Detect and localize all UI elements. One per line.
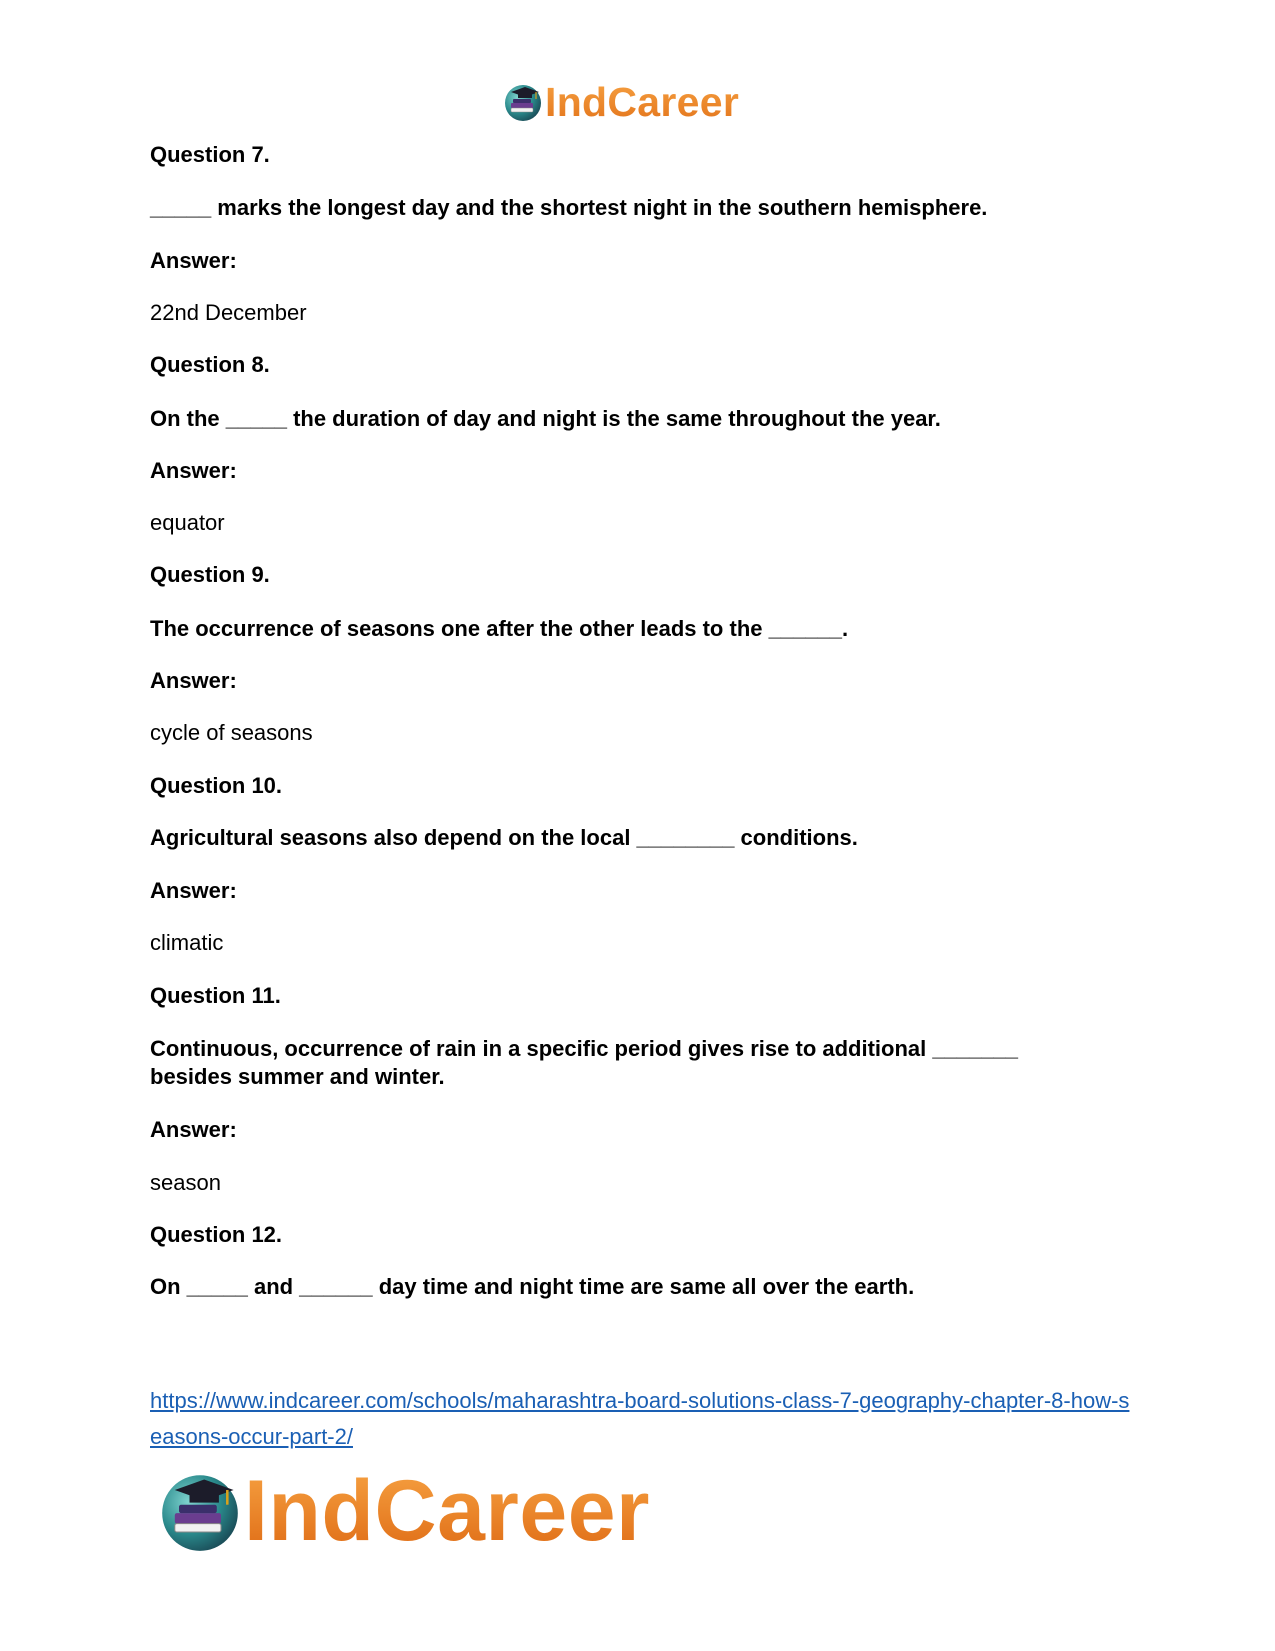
answer-text: season <box>150 1170 221 1195</box>
question-text: Continuous, occurrence of rain in a specific period gives rise to additional _______ <box>150 1036 1019 1061</box>
question-label: Question 10. <box>150 773 283 798</box>
answer-label: Answer: <box>150 1117 237 1142</box>
answer-label: Answer: <box>150 248 237 273</box>
answer-label: Answer: <box>150 458 237 483</box>
answer-text: equator <box>150 510 225 535</box>
question-label: Question 8. <box>150 352 270 377</box>
answer-text: cycle of seasons <box>150 720 313 745</box>
question-text: besides summer and winter. <box>150 1064 445 1089</box>
question-label: Question 7. <box>150 142 270 167</box>
question-label: Question 9. <box>150 562 270 587</box>
answer-text: 22nd December <box>150 300 307 325</box>
question-text: On the _____ the duration of day and night is the same throughout the year. <box>150 406 941 431</box>
question-label: Question 12. <box>150 1222 283 1247</box>
question-label: Question 11. <box>150 983 281 1008</box>
globe-book-icon <box>503 82 543 122</box>
answer-label: Answer: <box>150 878 237 903</box>
header-logo-text: IndCareer <box>545 79 740 125</box>
header-logo <box>503 78 739 126</box>
answer-label: Answer: <box>150 668 237 693</box>
footer-logo-text: IndCareer <box>244 1463 650 1559</box>
question-text: On _____ and ______ day time and night time are same all over the earth. <box>150 1274 915 1299</box>
answer-text: climatic <box>150 930 224 955</box>
question-text: The occurrence of seasons one after the other leads to the ______. <box>150 616 849 641</box>
question-text: _____ marks the longest day and the shortest night in the southern hemisphere. <box>150 195 988 220</box>
question-text: Agricultural seasons also depend on the local ________ conditions. <box>150 825 858 850</box>
source-link[interactable]: https://www.indcareer.com/schools/maharashtra-board-solutions-class-7-geography-chapter-8-how-seasons-occur-part-2/ <box>150 1388 1130 1449</box>
footer-logo <box>158 1463 650 1559</box>
globe-book-icon <box>158 1469 242 1553</box>
